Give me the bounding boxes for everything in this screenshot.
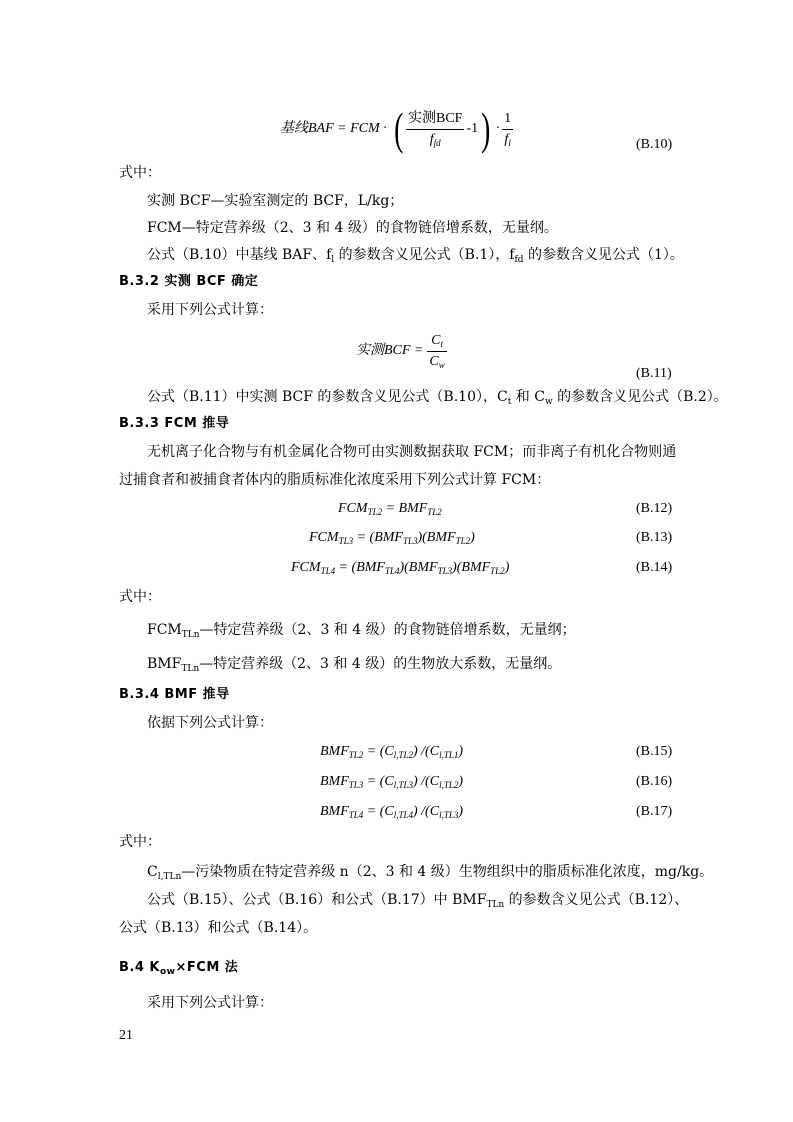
definition-bmf-tln: $BMF_{TLn}—$特定营养级（2、3 和 4 级）的生物放大系数，无量纲。 bbox=[147, 656, 562, 674]
equation-b15: $BMF_{TL2} = (C_{l,TL2})$ $/(C_{l,TL1})$ bbox=[320, 744, 463, 760]
section-heading-b32: B.3.2 实测 BCF 确定 bbox=[119, 274, 259, 289]
definition-fcm: FCM—特定营养级（2、3 和 4 级）的食物链倍增系数，无量纲。 bbox=[147, 220, 558, 236]
note-b15-line2: 公式（B.13）和公式（B.14）。 bbox=[119, 920, 318, 936]
section-heading-b4: B.4 $K_{ow}\times FCM$ 法 bbox=[119, 960, 239, 977]
where-label: 式中： bbox=[119, 165, 161, 181]
equation-b14: $FCM_{TL4} = (BMF_{TL4})(BMF_{TL3})(BMF_{TL2})$ bbox=[291, 560, 510, 576]
paragraph-b33-line2: 过捕食者和被捕食者体内的脂质标准化浓度采用下列公式计算 FCM： bbox=[119, 472, 551, 488]
equation-b16: $BMF_{TL3} = (C_{l,TL3})$ $/(C_{l,TL2})$ bbox=[320, 774, 463, 790]
equation-b13: $FCM_{TL3} = (BMF_{TL3})(BMF_{TL2})$ bbox=[309, 530, 475, 546]
equation-b10-lhs: 基线BAF = FCM · bbox=[280, 121, 387, 136]
equation-number-b14: (B.14) bbox=[636, 560, 673, 575]
page-number: 21 bbox=[119, 1028, 133, 1043]
fraction-bcf-over-ffd bbox=[406, 109, 464, 150]
section-heading-b33: B.3.3 FCM 推导 bbox=[119, 416, 230, 431]
fraction-numerator: 实测BCF bbox=[407, 110, 463, 126]
equation-number-b11: (B.11) bbox=[636, 366, 672, 381]
definition-cl-tln: $C_{l,TLn}—$污染物质在特定营养级 n（2、3 和 4 级）生物组织中的脂质标准化浓度，mg/kg。 bbox=[147, 864, 714, 882]
equation-number-b15: (B.15) bbox=[636, 744, 673, 759]
fraction-ct-over-cw bbox=[427, 331, 446, 372]
paragraph-calc: 依据下列公式计算： bbox=[147, 715, 273, 731]
definition-bcf: 实测 BCF—实验室测定的 BCF，L/kg； bbox=[147, 193, 404, 209]
note-b15-line1: 公式（B.15）、公式（B.16）和公式（B.17）中 $BMF_{TLn}$ 的参数含义见公式（B.12）、 bbox=[147, 892, 689, 910]
fraction-denominator: $f_l$ bbox=[504, 131, 511, 148]
equation-b10 bbox=[280, 104, 513, 154]
equation-number-b17: (B.17) bbox=[636, 804, 673, 819]
note-b11: 公式（B.11）中实测 BCF 的参数含义见公式（B.10），$C_t$ 和 $C_w$ 的参数含义见公式（B.2）。 bbox=[147, 389, 728, 407]
equation-number-b13: (B.13) bbox=[636, 530, 673, 545]
fraction-one-over-fl bbox=[502, 109, 513, 150]
where-label: 式中： bbox=[119, 834, 161, 850]
equation-number-b12: (B.12) bbox=[636, 501, 673, 516]
equation-number-b10: (B.10) bbox=[636, 137, 673, 152]
equation-b12: $FCM_{TL2} = BMF_{TL2}$ bbox=[338, 501, 442, 517]
where-label: 式中： bbox=[119, 589, 161, 605]
paragraph-b33-line1: 无机离子化合物与有机金属化合物可由实测数据获取 FCM；而非离子有机化合物则通 bbox=[147, 444, 677, 460]
fraction-numerator: $C_t$ bbox=[431, 332, 443, 349]
paren-right: ) bbox=[481, 103, 491, 154]
paren-left: ( bbox=[393, 103, 403, 154]
dot-operator: · bbox=[495, 121, 501, 136]
paragraph-calc: 采用下列公式计算： bbox=[147, 995, 273, 1011]
equation-b17: $BMF_{TL4} = (C_{l,TL4})$ $/(C_{l,TL3})$ bbox=[320, 804, 463, 820]
fraction-denominator: $f_{fd}$ bbox=[429, 131, 441, 148]
equation-number-b16: (B.16) bbox=[636, 774, 673, 789]
fraction-numerator: 1 bbox=[504, 110, 512, 126]
equation-b11-lhs: 实测BCF = bbox=[356, 343, 424, 358]
minus-one: -1 bbox=[466, 121, 479, 136]
equation-b11 bbox=[356, 326, 447, 376]
section-heading-b34: B.3.4 BMF 推导 bbox=[119, 687, 230, 702]
definition-fcm-tln: $FCM_{TLn}—$特定营养级（2、3 和 4 级）的食物链倍增系数，无量纲； bbox=[147, 622, 576, 640]
paragraph-calc: 采用下列公式计算： bbox=[147, 302, 273, 318]
fraction-denominator: $C_w$ bbox=[429, 353, 445, 370]
note-b10: 公式（B.10）中基线 BAF、$f_l$ 的参数含义见公式（B.1），$f_{fd}$ 的参数含义见公式（1）。 bbox=[147, 247, 684, 265]
